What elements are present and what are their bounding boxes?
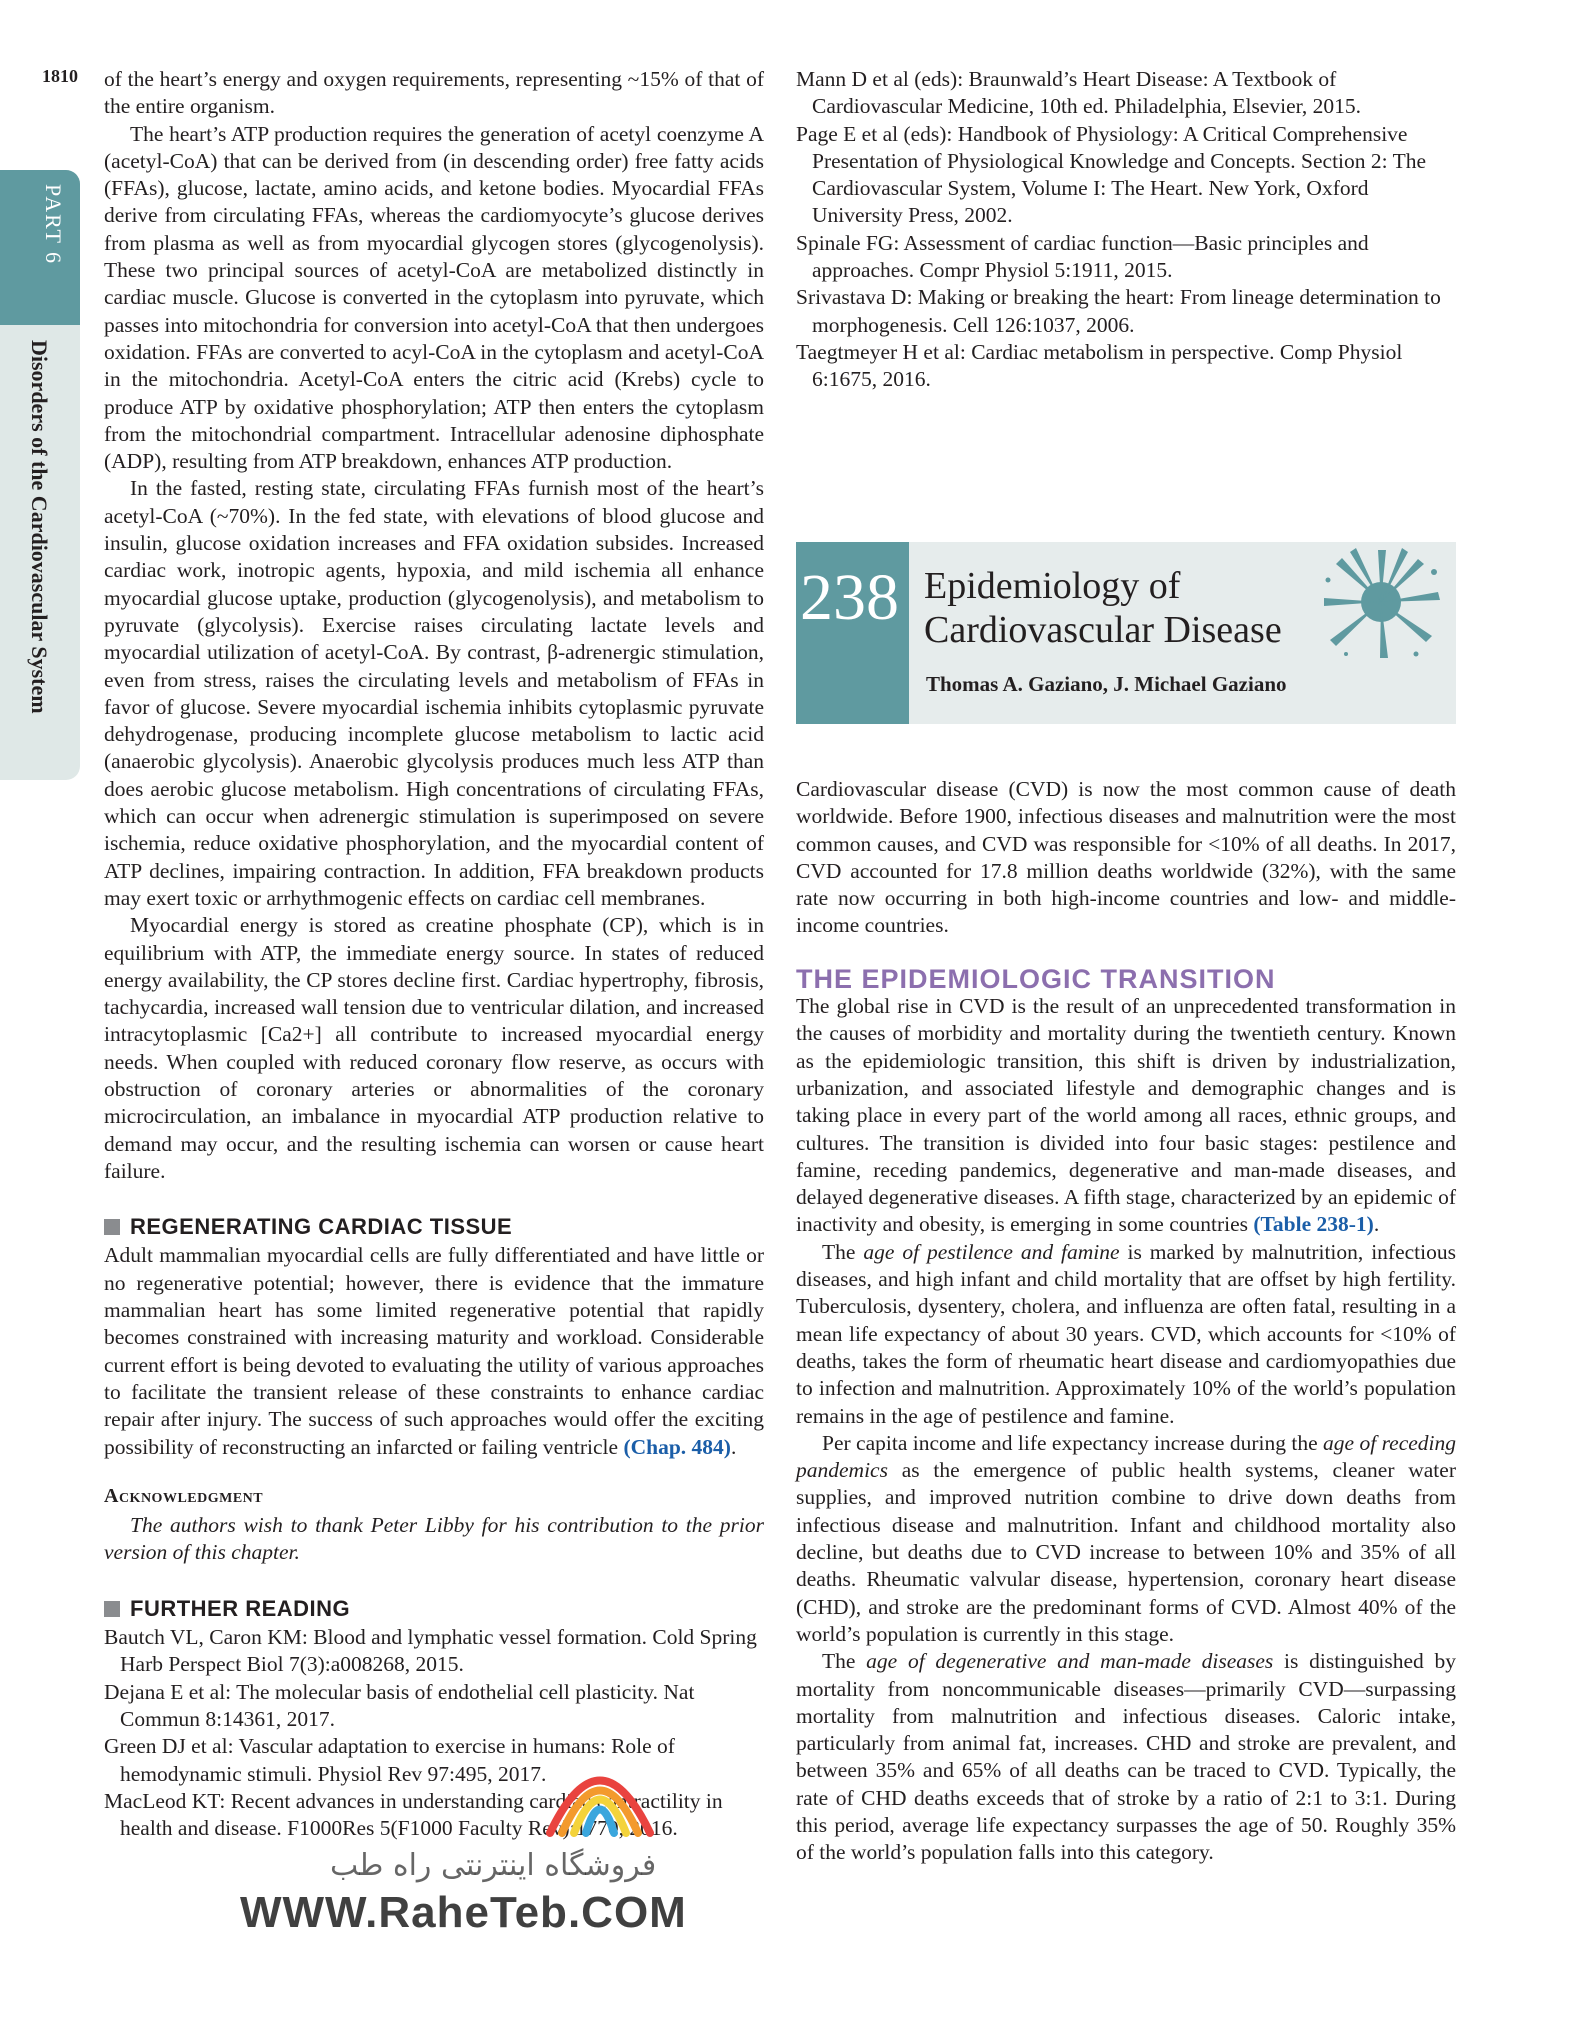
acknowledgment-heading: Acknowledgment — [104, 1484, 264, 1507]
left-column — [104, 66, 764, 1842]
square-bullet-icon — [104, 1219, 120, 1235]
chapter-title — [924, 564, 1282, 652]
reference-item: Bautch VL, Caron KM: Blood and lymphatic vessel formation. Cold Spring Harb Perspect Biol 7(3):a008268, 2015. — [104, 1625, 757, 1677]
section-heading-text: REGENERATING CARDIAC TISSUE — [130, 1214, 513, 1240]
chapter-header — [796, 542, 1456, 724]
acknowledgment-text: The authors wish to thank Peter Libby for his contribution to the prior version of this chapter. — [104, 1513, 764, 1565]
chapter-number: 238 — [796, 542, 909, 724]
paragraph — [796, 1648, 1456, 1866]
square-bullet-icon — [104, 1601, 120, 1617]
emphasis-term: age of pestilence and famine — [863, 1239, 1120, 1264]
paragraph-text: Adult mammalian myocardial cells are fully differentiated and have little or no regenerative potential; however, there is evidence that the immature mammalian heart has some limited regenerative potential that rapidly becomes constrained with increasing maturity and workload. Considerable current effort is being devoted to evaluating the utility of various approaches to facilitate the transient release of these constraints to enhance cardiac repair after injury. The success of such approaches would offer the exciting possibility of reconstructing an infarcted or failing ventricle — [104, 1243, 764, 1459]
reference-item: Srivastava D: Making or breaking the heart: From lineage determination to morphogenesis. Cell 126:1037, 2006. — [796, 285, 1441, 337]
chapter-authors: Thomas A. Gaziano, J. Michael Gaziano — [926, 672, 1287, 696]
paragraph-text: The — [822, 1239, 864, 1264]
chapter-title-line: Epidemiology of — [924, 565, 1181, 607]
paragraph-text: as the emergence of public health systems, cleaner water supplies, and improved nutrition combine to drive down deaths from infectious disease and malnutrition. Infant and childhood mortality also decline, but deaths due to CVD increase to between 10% and 35% of all deaths. Rheumatic valvular disease, hypertension, coronary heart disease (CHD), and stroke are the predominant forms of CVD. Almost 40% of the world’s population is currently in this stage. — [796, 1458, 1456, 1646]
part-label-box — [0, 170, 80, 325]
paragraph — [796, 1239, 1456, 1430]
paragraph: The heart’s ATP production requires the generation of acetyl coenzyme A (acetyl-CoA) that can be derived from (in descending order) free fatty acids (FFAs), glucose, lactate, amino acids, and ketone bodies. Myocardial FFAs derive from circulating FFAs, whereas the cardiomyocyte’s glucose derives from plasma as well as from myocardial glycogen stores (glycogenolysis). These two principal sources of acetyl-CoA are metabolized distinctly in cardiac muscle. Glucose is converted in the cytoplasm into pyruvate, which passes into mitochondria for conversion into acetyl-CoA that then undergoes oxidation. FFAs are converted to acyl-CoA in the cytoplasm and acetyl-CoA in the mitochondria. Acetyl-CoA enters the citric acid (Krebs) cycle to produce ATP by oxidative phosphorylation; ATP then enters the cytoplasm from the mitochondrial compartment. Intracellular adenosine diphosphate (ADP), resulting from ATP breakdown, enhances ATP production. — [104, 121, 764, 474]
paragraph-text: The — [822, 1649, 867, 1674]
watermark-persian-text: فروشگاه اینترنتی راه طب — [330, 1848, 657, 1883]
paragraph — [796, 1430, 1456, 1648]
chapter-title-line: Cardiovascular Disease — [924, 609, 1282, 651]
paragraph: The global rise in CVD is the result of an unprecedented transformation in the causes of morbidity and mortality during the twentieth century. Known as the epidemiologic transition, this shift is driven by industrialization, urbanization, and associated lifestyle and demographic changes and is taking place in every part of the world among all races, ethnic groups, and cultures. The transition is divided into four basic stages: pestilence and famine, receding pandemics, degenerative and man-made diseases, and delayed degenerative diseases. A fifth stage, characterized by an epidemic of inactivity and obesity, is emerging in some countries (Table 238-1). — [796, 994, 1456, 1237]
section-label: Disorders of the Cardiovascular System — [27, 340, 52, 714]
paragraph: Myocardial energy is stored as creatine phosphate (CP), which is in equilibrium with ATP, the immediate energy source. In states of reduced energy availability, the CP stores decline first. Cardiac hypertrophy, fibrosis, tachycardia, increased wall tension due to ventricular dilation, and increased intracytoplasmic [Ca2+] all contribute to increased myocardial energy needs. When coupled with reduced coronary flow reserve, as occurs with obstruction of coronary arteries or abnormalities of the coronary microcirculation, an imbalance in myocardial ATP production relative to demand may occur, and the resulting ischemia can worsen or cause heart failure. — [104, 913, 764, 1183]
section-heading-text: FURTHER READING — [130, 1595, 351, 1621]
right-references — [796, 66, 1456, 394]
ink-splash-icon — [1316, 542, 1446, 662]
emphasis-term: age of receding pandemics — [796, 1430, 1457, 1483]
reference-item: MacLeod KT: Recent advances in understanding cardiac contractility in health and disease. F1000Res 5(F1000 Faculty Rev):1770, 2016. — [104, 1788, 723, 1841]
paragraph-text: is marked by malnutrition, infectious diseases, and high infant and child mortality that are offset by high fertility. Tuberculosis, dysentery, cholera, and influenza are often fatal, resulting in a mean life expectancy of about 30 years. CVD, which accounts for <10% of deaths, takes the form of rheumatic heart disease and cardiomyopathies due to infection and malnutrition. Approximately 10% of the world’s population remains in the age of pestilence and famine. — [796, 1239, 1456, 1428]
paragraph: In the fasted, resting state, circulating FFAs furnish most of the heart’s acetyl-CoA (~70%). In the fed state, with elevations of blood glucose and insulin, glucose oxidation increases and FFA oxidation subsides. Increased cardiac work, inotropic agents, hypoxia, and mild ischemia all enhance myocardial glucose uptake, production (glycogenolysis), and metabolism to pyruvate (glycolysis). Exercise raises circulating lactate levels and myocardial utilization of acetyl-CoA. By contrast, β-adrenergic stimulation, even from stress, raises the circulating levels and metabolism of FFAs in favor of glucose. Severe myocardial ischemia inhibits cytoplasmic pyruvate dehydrogenase, producing incomplete glucose metabolism to lactic acid (anaerobic glycolysis). Anaerobic glycolysis produces much less ATP than does aerobic glucose metabolism. High concentrations of circulating FFAs, which can occur when adrenergic stimulation is superimposed on severe ischemia, reduce oxidative phosphorylation, and the myocardial content of ATP declines, impairing contraction. In addition, FFA breakdown products may exert toxic or arrhythmogenic effects on cardiac cell membranes. — [104, 476, 764, 910]
reference-item: Mann D et al (eds): Braunwald’s Heart Disease: A Textbook of Cardiovascular Medicine, 10th ed. Philadelphia, Elsevier, 2015. — [796, 67, 1362, 119]
right-column — [796, 776, 1456, 1867]
chapter-reference-link[interactable]: (Chap. 484) — [623, 1434, 731, 1459]
paragraph-text: is distinguished by mortality from noncommunicable diseases—primarily CVD—surpassing mortality from malnutrition and infectious diseases. Caloric intake, particularly from animal fat, increases. CHD and stroke are prevalent, and between 35% and 65% of all deaths can be traced to CVD. Typically, the rate of CHD deaths exceeds that of stroke by a ratio of 2:1 to 3:1. During this period, average life expectancy surpasses the age of 50. Roughly 35% of the world’s population falls into this category. — [796, 1649, 1457, 1865]
reference-item: Spinale FG: Assessment of cardiac function—Basic principles and approaches. Compr Physiol 5:1911, 2015. — [796, 230, 1369, 283]
table-reference-link[interactable]: (Table 238-1) — [1253, 1212, 1374, 1237]
section-heading-regenerating — [104, 1213, 764, 1240]
reference-item: Taegtmeyer H et al: Cardiac metabolism in perspective. Comp Physiol 6:1675, 2016. — [796, 339, 1403, 392]
page-number: 1810 — [42, 66, 78, 86]
watermark-url: WWW.RaheTeb.COM — [240, 1888, 687, 1937]
paragraph: Cardiovascular disease (CVD) is now the most common cause of death worldwide. Before 1900, infectious diseases and malnutrition were the most common causes, and CVD was responsible for <10% of all deaths. In 2017, CVD accounted for 17.8 million deaths worldwide (32%), with the same rate now occurring in both high-income countries and low- and middle-income countries. — [796, 777, 1456, 938]
part-label: PART 6 — [41, 184, 66, 265]
side-tab — [0, 170, 80, 780]
paragraph: of the heart’s energy and oxygen requirements, representing ~15% of that of the entire organism. — [104, 67, 764, 119]
reference-item: Dejana E et al: The molecular basis of endothelial cell plasticity. Nat Commun 8:14361, 2017. — [104, 1679, 695, 1731]
paragraph: Adult mammalian myocardial cells are fully differentiated and have little or no regenerative potential; however, there is evidence that the immature mammalian heart has some limited regenerative potential that rapidly becomes constrained with increasing maturity and workload. Considerable current effort is being devoted to evaluating the utility of various approaches to facilitate the transient release of these constraints to enhance cardiac repair after injury. The success of such approaches would offer the exciting possibility of reconstructing an infarcted or failing ventricle (Chap. 484). — [104, 1243, 764, 1459]
section-heading-further-reading — [104, 1595, 764, 1622]
emphasis-term: age of degenerative and man-made diseases — [866, 1649, 1274, 1674]
paragraph-text: The global rise in CVD is the result of an unprecedented transformation in the causes of morbidity and mortality during the twentieth century. Known as the epidemiologic transition, this shift is driven by industrialization, urbanization, and associated lifestyle and demographic changes and is taking place in every part of the world among all races, ethnic groups, and cultures. The transition is divided into four basic stages: pestilence and famine, receding pandemics, degenerative and man-made diseases, and delayed degenerative diseases. A fifth stage, characterized by an epidemic of inactivity and obesity, is emerging in some countries — [796, 994, 1456, 1237]
reference-item: Page E et al (eds): Handbook of Physiology: A Critical Comprehensive Presentation of Physiological Knowledge and Concepts. Section 2: The Cardiovascular System, Volume I: The Heart. New York, Oxford University Press, 2002. — [796, 121, 1427, 228]
paragraph-text: Per capita income and life expectancy increase during the — [822, 1430, 1324, 1455]
section-heading-epidemiologic-transition: THE EPIDEMIOLOGIC TRANSITION — [796, 963, 1276, 994]
reference-item: Green DJ et al: Vascular adaptation to exercise in humans: Role of hemodynamic stimuli. Physiol Rev 97:495, 2017. — [104, 1734, 675, 1786]
